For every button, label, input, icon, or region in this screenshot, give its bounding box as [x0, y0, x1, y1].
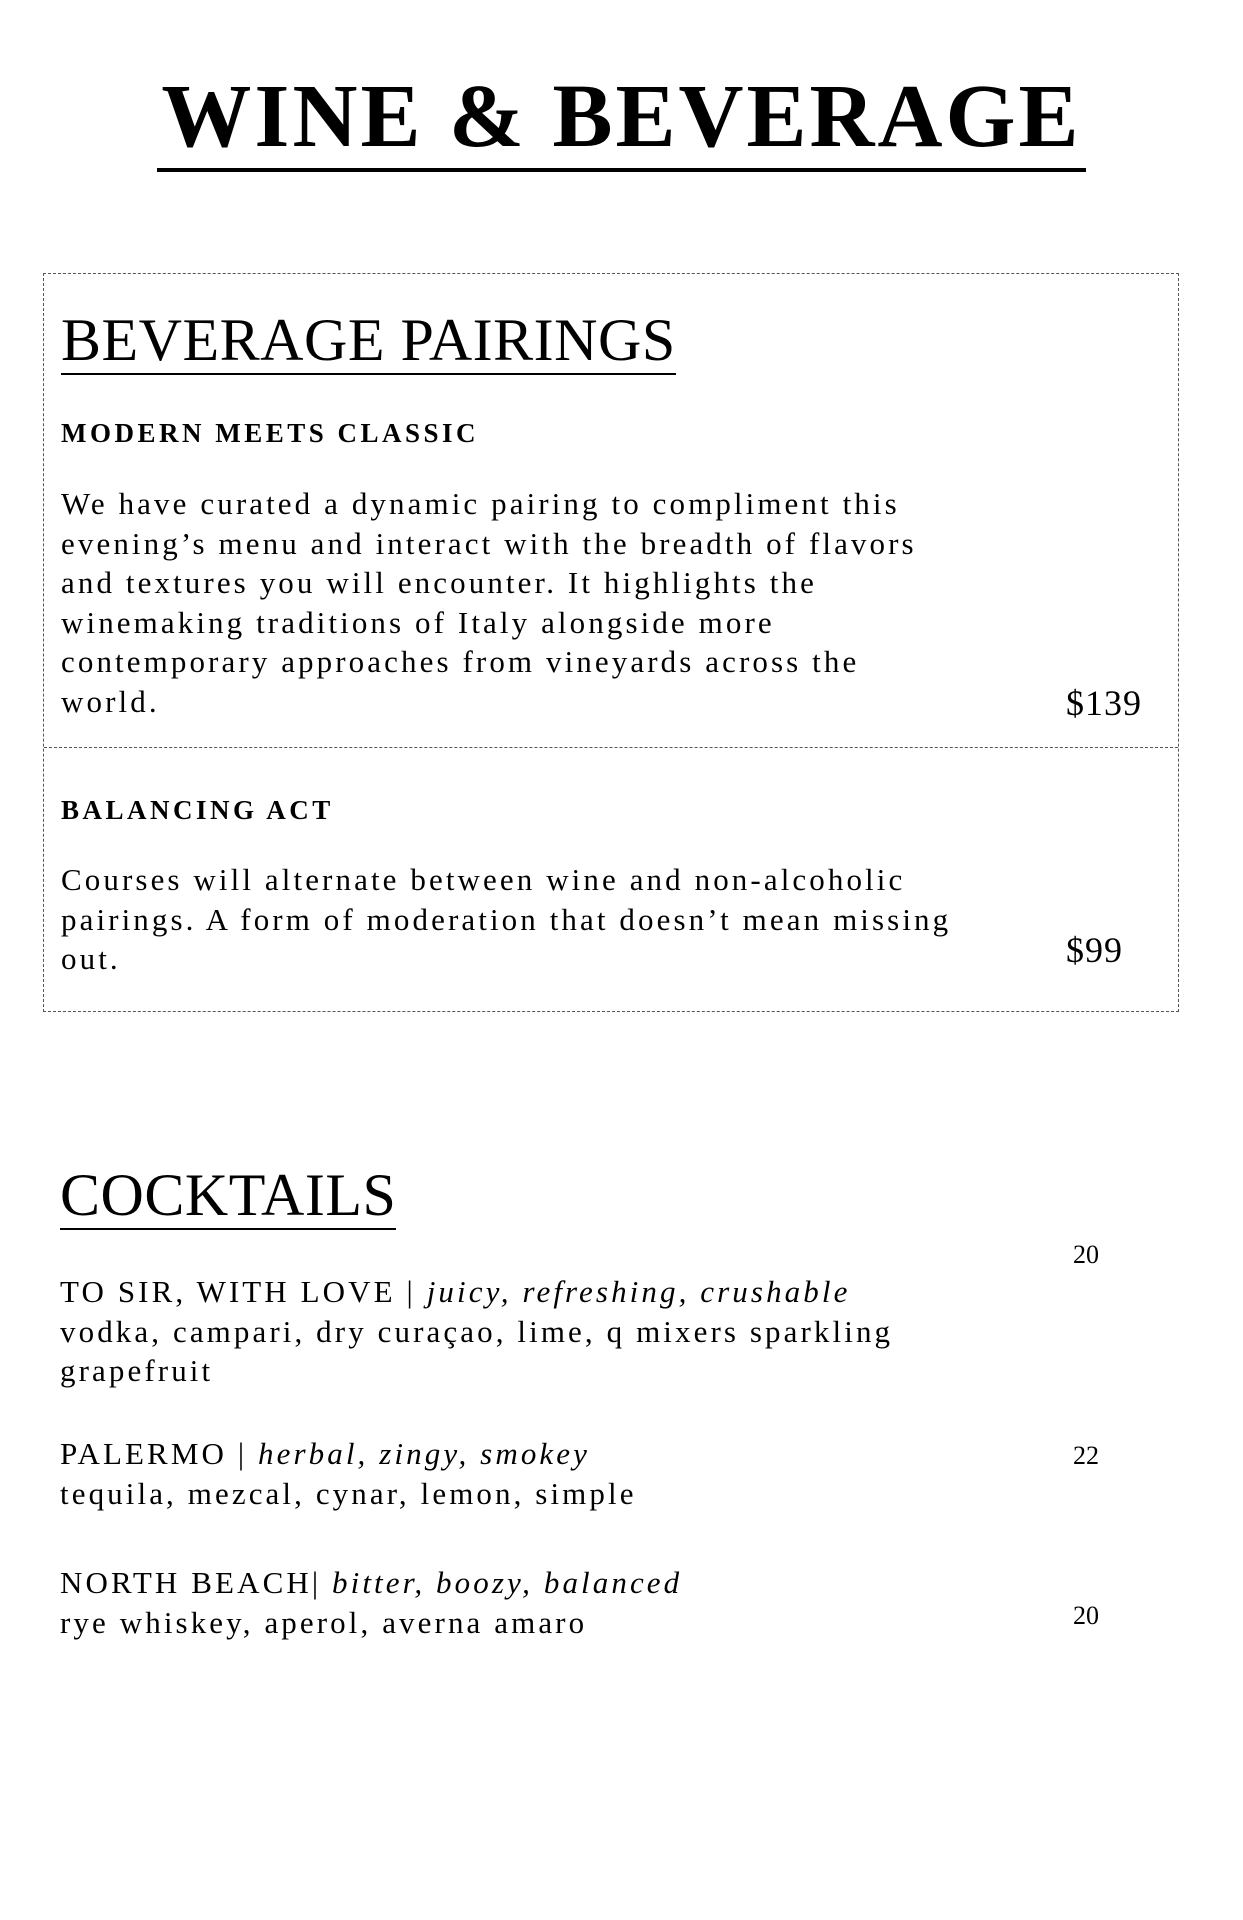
cocktail-tagline: herbal, zingy, smokey: [258, 1436, 590, 1471]
pairing-modern-meets-classic: [44, 274, 1178, 748]
cocktail-name: NORTH BEACH|: [60, 1565, 322, 1600]
cocktail-price: 20: [1073, 1601, 1099, 1630]
cocktail-item: [60, 1272, 1020, 1391]
pairing-name: MODERN MEETS CLASSIC: [61, 418, 480, 448]
description-line: We have curated a dynamic pairing to compliment this: [61, 486, 900, 521]
pairing-name: BALANCING ACT: [61, 795, 334, 825]
cocktail-name: PALERMO |: [60, 1436, 248, 1471]
pairing-balancing-act: [44, 748, 1178, 1011]
cocktail-price: 20: [1073, 1240, 1099, 1269]
cocktails-heading: COCKTAILS: [60, 1162, 397, 1228]
description-line: and textures you will encounter. It highlights the: [61, 565, 817, 600]
cocktail-ingredients: tequila, mezcal, cynar, lemon, simple: [60, 1475, 637, 1511]
cocktail-ingredients: grapefruit: [60, 1353, 214, 1388]
cocktail-ingredients: rye whiskey, aperol, averna amaro: [60, 1604, 588, 1640]
pairing-description: [61, 484, 1071, 721]
beverage-pairings-box: [43, 273, 1179, 1012]
description-line: world.: [61, 683, 160, 719]
page-title: [0, 67, 1243, 172]
page-title-text: WINE & BEVERAGE: [157, 72, 1085, 172]
cocktail-item: [60, 1563, 1020, 1642]
description-line: out.: [61, 941, 121, 976]
pairing-price: $99: [1066, 930, 1123, 970]
cocktail-item: [60, 1434, 1020, 1513]
description-line: pairings. A form of moderation that doesn’t mean missing: [61, 901, 952, 937]
description-line: winemaking traditions of Italy alongside more: [61, 604, 775, 640]
description-line: evening’s menu and interact with the breadth of flavors: [61, 525, 917, 561]
pairing-price: $139: [1066, 683, 1142, 723]
cocktail-name: TO SIR, WITH LOVE |: [60, 1274, 416, 1309]
cocktail-tagline: juicy, refreshing, crushable: [426, 1274, 851, 1309]
cocktail-price: 22: [1073, 1441, 1099, 1470]
cocktail-tagline: bitter, boozy, balanced: [332, 1565, 683, 1600]
pairing-description: [61, 860, 1071, 979]
description-line: Courses will alternate between wine and non-alcoholic: [61, 862, 906, 897]
description-line: contemporary approaches from vineyards across the: [61, 644, 860, 679]
cocktail-ingredients: vodka, campari, dry curaçao, lime, q mixers sparkling: [60, 1313, 894, 1349]
beverage-pairings-heading: BEVERAGE PAIRINGS: [61, 307, 676, 373]
